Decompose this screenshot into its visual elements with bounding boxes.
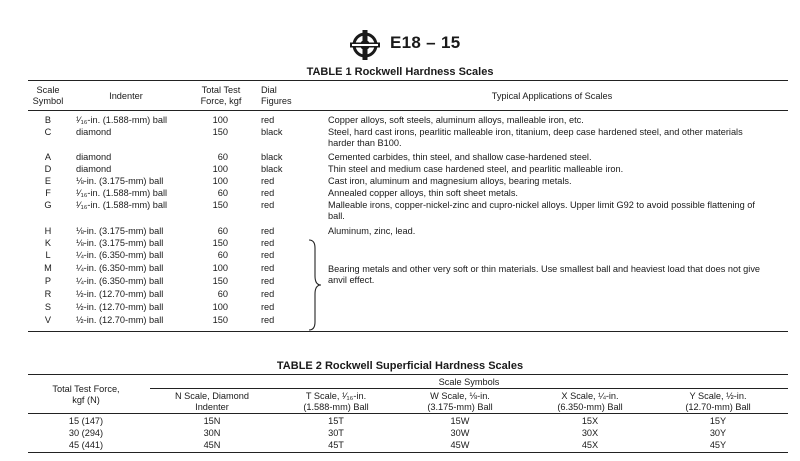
dial-figures: red bbox=[261, 238, 275, 248]
x-scale-value: 15X bbox=[581, 416, 599, 426]
dial-figures: red bbox=[261, 263, 275, 273]
header-w-scale-line2: (3.175-mm) Ball bbox=[427, 402, 493, 412]
application: Copper alloys, soft steels, aluminum alloys, malleable iron, etc. bbox=[328, 115, 584, 125]
table1-title: TABLE 1 Rockwell Hardness Scales bbox=[306, 66, 494, 78]
header-t-scale-line1: T Scale, ¹⁄₁₆-in. bbox=[305, 391, 367, 401]
t-scale-value: 45T bbox=[328, 440, 344, 450]
y-scale-value: 30Y bbox=[709, 428, 727, 438]
test-force: 60 bbox=[217, 152, 228, 162]
x-scale-value: 30X bbox=[581, 428, 599, 438]
dial-figures: black bbox=[261, 127, 283, 137]
header-x-scale-line2: (6.350-mm) Ball bbox=[557, 402, 623, 412]
header-y-scale-line2: (12.70-mm) Ball bbox=[685, 402, 751, 412]
test-force: 45 (441) bbox=[68, 440, 104, 450]
scale-symbol: R bbox=[44, 289, 52, 299]
indenter: ½-in. (12.70-mm) ball bbox=[76, 302, 164, 312]
test-force: 30 (294) bbox=[68, 428, 104, 438]
scale-symbol: M bbox=[44, 263, 52, 273]
header-scale-symbol-line1: Scale bbox=[36, 85, 60, 95]
header-n-scale-line2: Indenter bbox=[195, 402, 229, 412]
indenter: diamond bbox=[76, 152, 112, 162]
application: Steel, hard cast irons, pearlitic malleable iron, titanium, deep case hardened steel, and other materials harder than B100. bbox=[328, 127, 743, 148]
test-force: 100 bbox=[212, 176, 228, 186]
astm-logo-icon bbox=[350, 30, 380, 60]
header-applications: Typical Applications of Scales bbox=[491, 91, 613, 101]
dial-figures: red bbox=[261, 289, 275, 299]
y-scale-value: 15Y bbox=[709, 416, 727, 426]
scale-symbol: L bbox=[45, 250, 51, 260]
header-x-scale-line1: X Scale, ¼-in. bbox=[561, 391, 619, 401]
application: Thin steel and medium case hardened steel, and pearlitic malleable iron. bbox=[328, 164, 624, 174]
indenter: ⅛-in. (3.175-mm) ball bbox=[76, 226, 164, 236]
test-force: 150 bbox=[212, 276, 228, 286]
dial-figures: red bbox=[261, 115, 275, 125]
grouping-brace-icon bbox=[301, 238, 323, 332]
indenter: ⅛-in. (3.175-mm) ball bbox=[76, 176, 164, 186]
indenter: ¼-in. (6.350-mm) ball bbox=[76, 263, 164, 273]
header-scale-symbol-line2: Symbol bbox=[32, 96, 64, 106]
n-scale-value: 45N bbox=[203, 440, 221, 450]
scale-symbol: B bbox=[44, 115, 52, 125]
indenter: diamond bbox=[76, 127, 112, 137]
scale-symbol: H bbox=[44, 226, 52, 236]
table1-header-rule bbox=[28, 110, 788, 111]
indenter: ½-in. (12.70-mm) ball bbox=[76, 289, 164, 299]
indenter: ¹⁄₁₆-in. (1.588-mm) ball bbox=[76, 115, 168, 125]
indenter: ¹⁄₁₆-in. (1.588-mm) ball bbox=[76, 188, 168, 198]
indenter: ⅛-in. (3.175-mm) ball bbox=[76, 238, 164, 248]
grouped-application: Bearing metals and other very soft or thin materials. Use smallest ball and heaviest load that does not give anvil effect. bbox=[328, 264, 761, 285]
table2-bottom-rule bbox=[28, 452, 788, 453]
header-force-line1: Total Test Force, bbox=[52, 384, 120, 394]
scale-symbol: F bbox=[45, 188, 51, 198]
test-force: 60 bbox=[217, 226, 228, 236]
test-force: 60 bbox=[217, 188, 228, 198]
test-force: 100 bbox=[212, 164, 228, 174]
test-force: 150 bbox=[212, 315, 228, 325]
table2-title: TABLE 2 Rockwell Superficial Hardness Scales bbox=[276, 360, 524, 372]
t-scale-value: 15T bbox=[328, 416, 344, 426]
test-force: 60 bbox=[217, 250, 228, 260]
test-force: 150 bbox=[212, 127, 228, 137]
test-force: 150 bbox=[212, 238, 228, 248]
dial-figures: red bbox=[261, 226, 275, 236]
scale-symbol: C bbox=[44, 127, 52, 137]
header-force-line2: kgf (N) bbox=[72, 395, 100, 405]
indenter: ¼-in. (6.350-mm) ball bbox=[76, 276, 164, 286]
dial-figures: red bbox=[261, 276, 275, 286]
table2-header-rule bbox=[28, 413, 788, 414]
header-dial-line1: Dial bbox=[261, 85, 277, 95]
header-scale-symbols: Scale Symbols bbox=[438, 377, 500, 387]
test-force: 100 bbox=[212, 115, 228, 125]
dial-figures: red bbox=[261, 250, 275, 260]
header-force-line2: Force, kgf bbox=[200, 96, 242, 106]
table1-top-rule bbox=[28, 80, 788, 81]
dial-figures: black bbox=[261, 164, 283, 174]
dial-figures: red bbox=[261, 176, 275, 186]
header-n-scale-line1: N Scale, Diamond bbox=[174, 391, 250, 401]
scale-symbol: A bbox=[44, 152, 52, 162]
header-force-line1: Total Test bbox=[201, 85, 241, 95]
n-scale-value: 30N bbox=[203, 428, 221, 438]
dial-figures: red bbox=[261, 315, 275, 325]
table2-group-rule bbox=[150, 388, 788, 389]
header-t-scale-line2: (1.588-mm) Ball bbox=[303, 402, 369, 412]
w-scale-value: 45W bbox=[450, 440, 470, 450]
scale-symbol: K bbox=[44, 238, 52, 248]
document-header bbox=[0, 30, 800, 60]
test-force: 15 (147) bbox=[68, 416, 104, 426]
test-force: 60 bbox=[217, 289, 228, 299]
n-scale-value: 15N bbox=[203, 416, 221, 426]
dial-figures: red bbox=[261, 302, 275, 312]
test-force: 150 bbox=[212, 200, 228, 210]
scale-symbol: S bbox=[44, 302, 52, 312]
indenter: ½-in. (12.70-mm) ball bbox=[76, 315, 164, 325]
indenter: diamond bbox=[76, 164, 112, 174]
dial-figures: red bbox=[261, 188, 275, 198]
application: Cast iron, aluminum and magnesium alloys, bearing metals. bbox=[328, 176, 572, 186]
table2-top-rule bbox=[28, 374, 788, 375]
application: Malleable irons, copper-nickel-zinc and cupro-nickel alloys. Upper limit G92 to avoid possible flattening of ball. bbox=[328, 200, 755, 221]
dial-figures: red bbox=[261, 200, 275, 210]
indenter: ¹⁄₁₆-in. (1.588-mm) ball bbox=[76, 200, 168, 210]
application: Cemented carbides, thin steel, and shallow case-hardened steel. bbox=[328, 152, 592, 162]
scale-symbol: E bbox=[44, 176, 52, 186]
w-scale-value: 30W bbox=[450, 428, 470, 438]
document-number: E18 – 15 bbox=[390, 33, 461, 52]
test-force: 100 bbox=[212, 263, 228, 273]
y-scale-value: 45Y bbox=[709, 440, 727, 450]
header-y-scale-line1: Y Scale, ½-in. bbox=[689, 391, 747, 401]
x-scale-value: 45X bbox=[581, 440, 599, 450]
scale-symbol: D bbox=[44, 164, 52, 174]
dial-figures: black bbox=[261, 152, 283, 162]
indenter: ¼-in. (6.350-mm) ball bbox=[76, 250, 164, 260]
table1-bottom-rule bbox=[28, 331, 788, 332]
scale-symbol: G bbox=[44, 200, 52, 210]
scale-symbol: V bbox=[44, 315, 52, 325]
scale-symbol: P bbox=[44, 276, 52, 286]
w-scale-value: 15W bbox=[450, 416, 470, 426]
header-dial-line2: Figures bbox=[261, 96, 292, 106]
application: Annealed copper alloys, thin soft sheet metals. bbox=[328, 188, 518, 198]
application: Aluminum, zinc, lead. bbox=[328, 226, 416, 236]
header-indenter: Indenter bbox=[109, 91, 143, 101]
t-scale-value: 30T bbox=[328, 428, 344, 438]
header-w-scale-line1: W Scale, ⅛-in. bbox=[430, 391, 490, 401]
test-force: 100 bbox=[212, 302, 228, 312]
